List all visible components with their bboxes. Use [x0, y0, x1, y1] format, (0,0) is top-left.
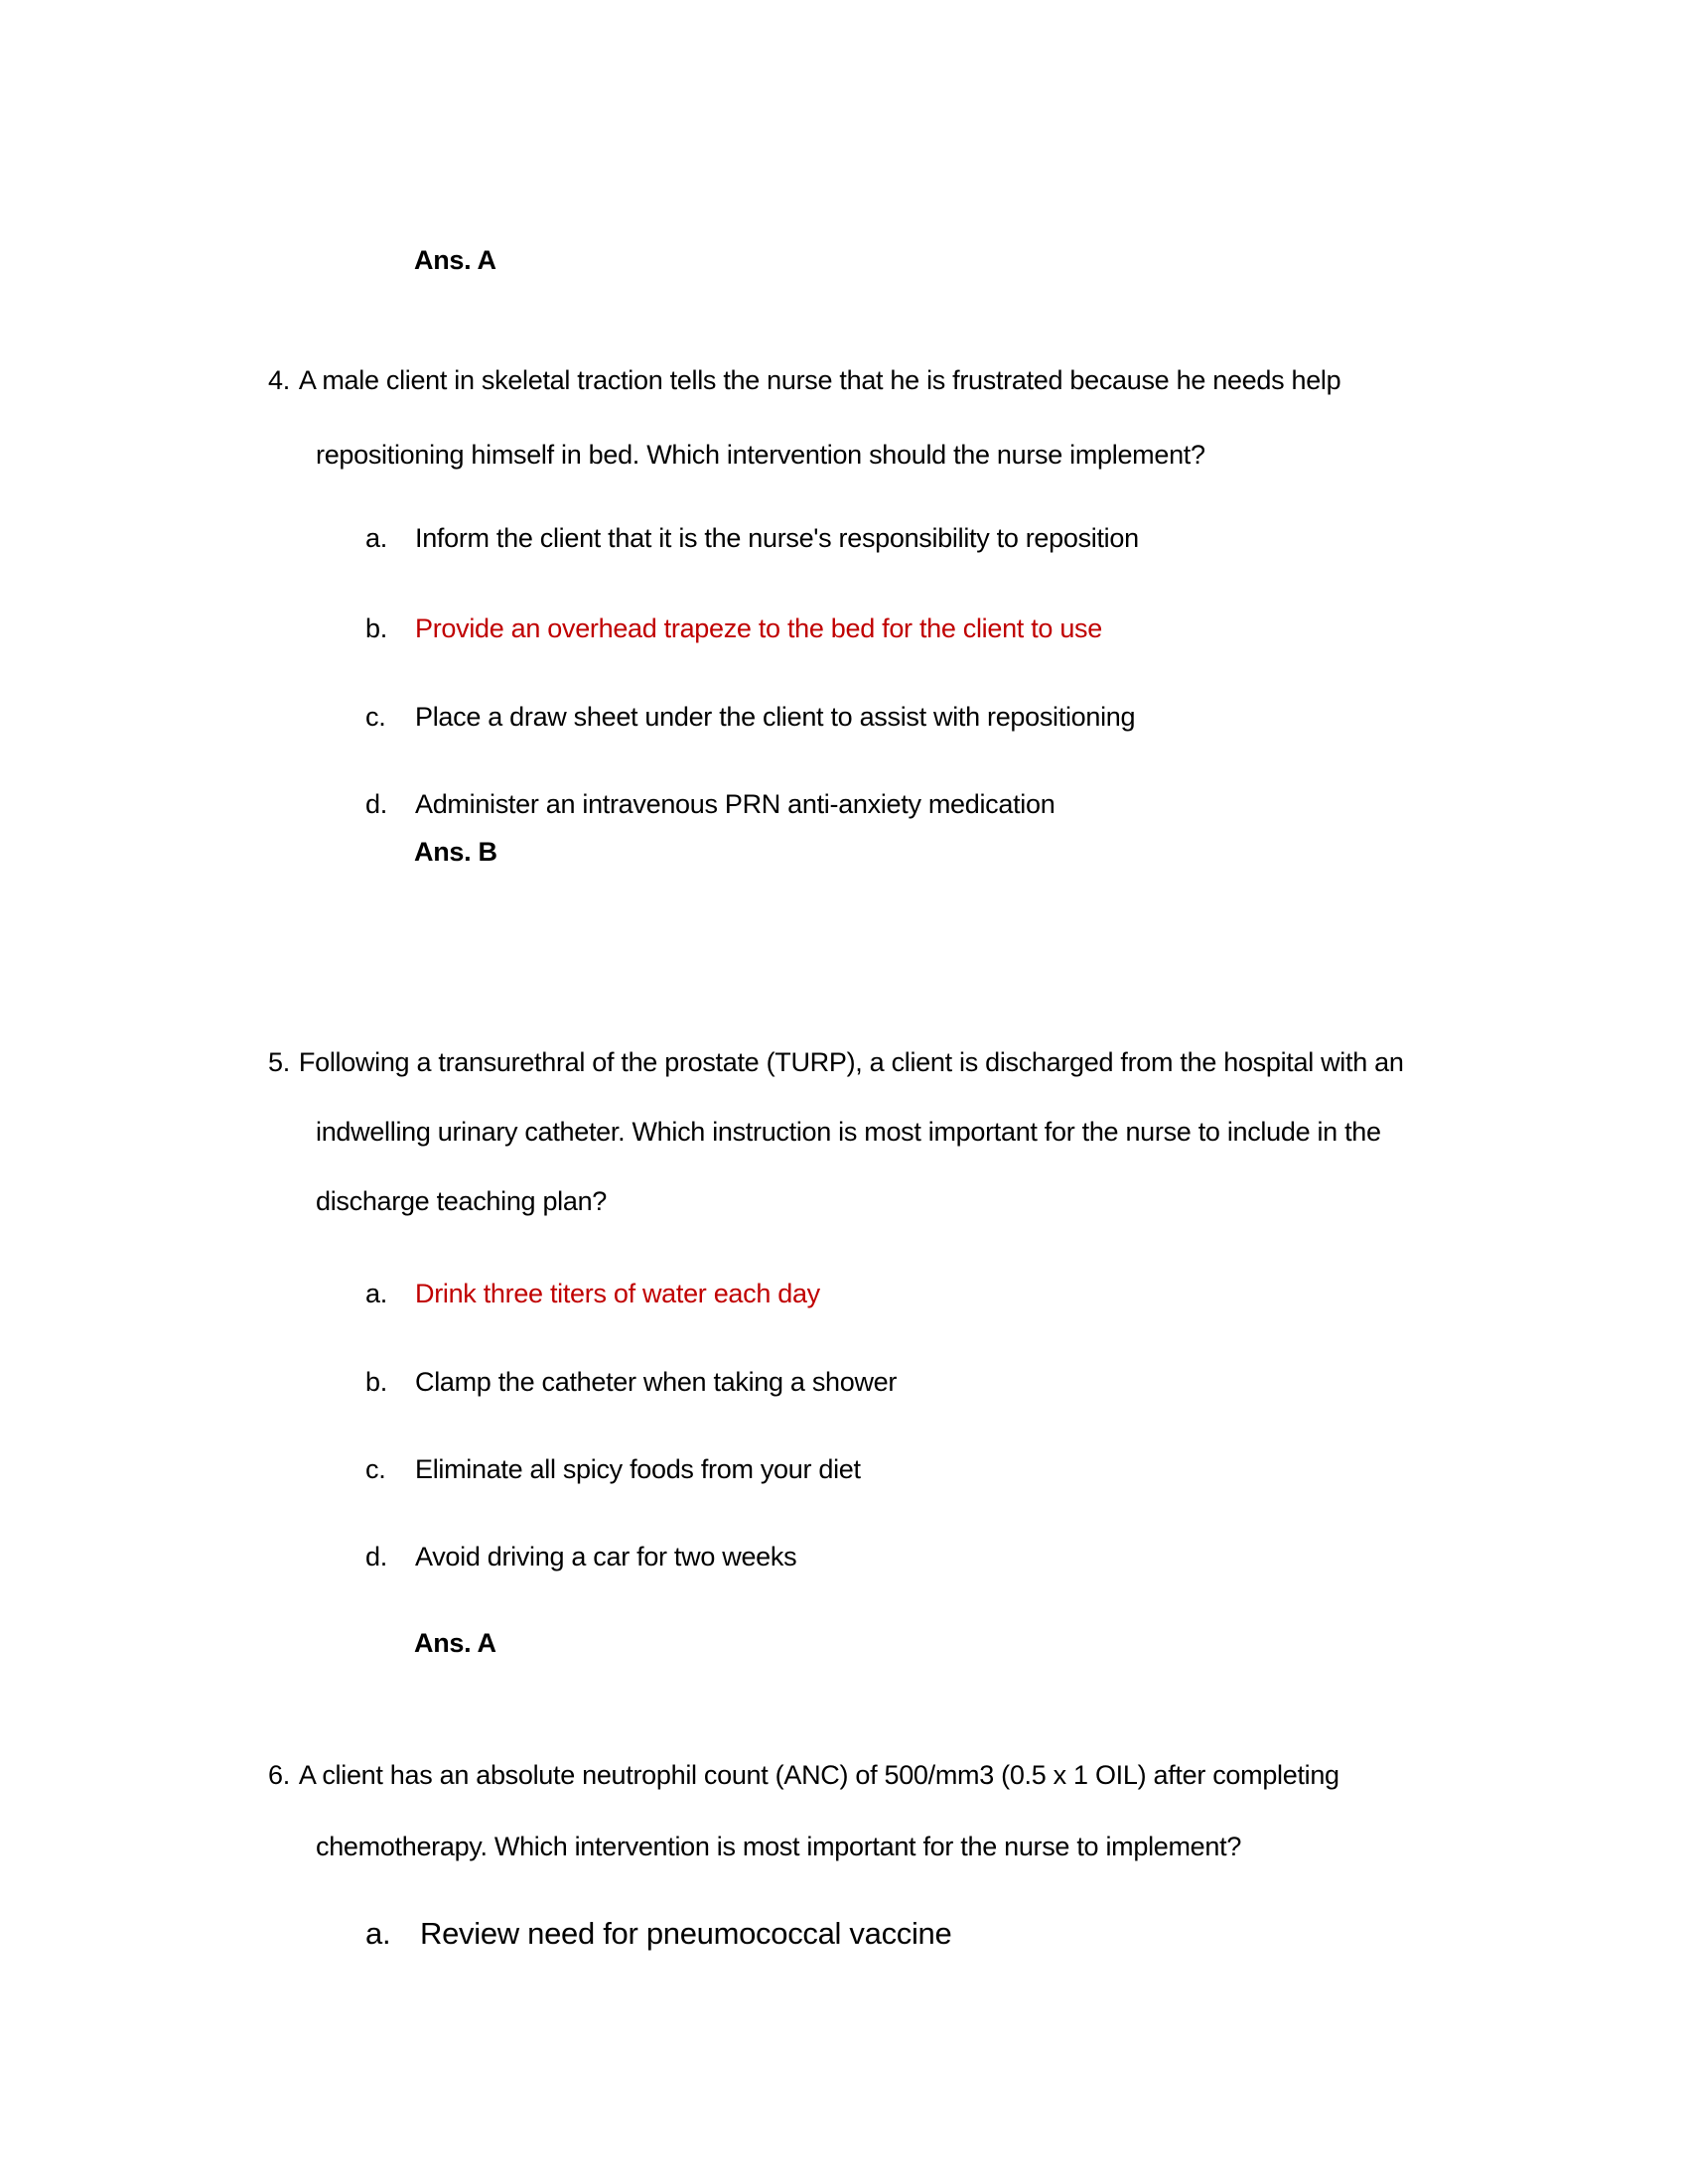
question-4-option-a: [365, 520, 1139, 556]
question-5-option-b: [365, 1364, 897, 1400]
option-marker: d.: [365, 789, 387, 819]
question-text: A client has an absolute neutrophil count (ANC) of 500/mm3 (0.5 x 1 OIL) after completing: [298, 1760, 1339, 1790]
option-marker: d.: [365, 1542, 387, 1571]
question-6-option-a: [365, 1913, 951, 1955]
option-text: Place a draw sheet under the client to assist with repositioning: [415, 702, 1136, 732]
option-marker: b.: [365, 1367, 387, 1397]
option-marker: c.: [365, 1454, 386, 1484]
option-marker: c.: [365, 702, 386, 732]
question-text: A male client in skeletal traction tells the nurse that he is frustrated because he needs help: [298, 365, 1341, 395]
question-5-option-c: [365, 1451, 861, 1487]
option-text: Drink three titers of water each day: [415, 1279, 820, 1308]
question-5-line-1: [268, 1044, 1404, 1080]
question-5-option-d: [365, 1539, 796, 1574]
option-marker: a.: [365, 1916, 391, 1951]
question-4-option-d: [365, 786, 1055, 822]
question-4-option-c: [365, 699, 1135, 735]
answer-label: Ans. A: [414, 1628, 496, 1658]
question-4-option-b: [365, 611, 1102, 646]
question-text: Following a transurethral of the prostate (TURP), a client is discharged from the hospital with an: [298, 1047, 1404, 1077]
question-number: 4.: [268, 365, 290, 395]
option-marker: a.: [365, 1279, 387, 1308]
question-4-line-2: repositioning himself in bed. Which intervention should the nurse implement?: [316, 440, 1205, 470]
option-text: Clamp the catheter when taking a shower: [415, 1367, 898, 1397]
option-text: Eliminate all spicy foods from your diet: [415, 1454, 861, 1484]
question-5-line-2: indwelling urinary catheter. Which instruction is most important for the nurse to include in the: [316, 1117, 1381, 1147]
option-text: Review need for pneumococcal vaccine: [420, 1916, 952, 1951]
question-5-line-3: discharge teaching plan?: [316, 1186, 608, 1216]
option-text: Provide an overhead trapeze to the bed for the client to use: [415, 614, 1102, 643]
option-text: Inform the client that it is the nurse's responsibility to reposition: [415, 523, 1139, 553]
option-text: Administer an intravenous PRN anti-anxiety medication: [415, 789, 1055, 819]
question-number: 6.: [268, 1760, 290, 1790]
option-marker: a.: [365, 523, 387, 553]
question-number: 5.: [268, 1047, 290, 1077]
answer-label: Ans. A: [414, 245, 496, 275]
option-marker: b.: [365, 614, 387, 643]
question-6-line-1: [268, 1757, 1339, 1793]
question-6-line-2: chemotherapy. Which intervention is most important for the nurse to implement?: [316, 1832, 1242, 1861]
question-4-line-1: [268, 362, 1340, 398]
option-text: Avoid driving a car for two weeks: [415, 1542, 797, 1571]
question-5-option-a: [365, 1276, 820, 1311]
answer-label: Ans. B: [414, 837, 497, 867]
